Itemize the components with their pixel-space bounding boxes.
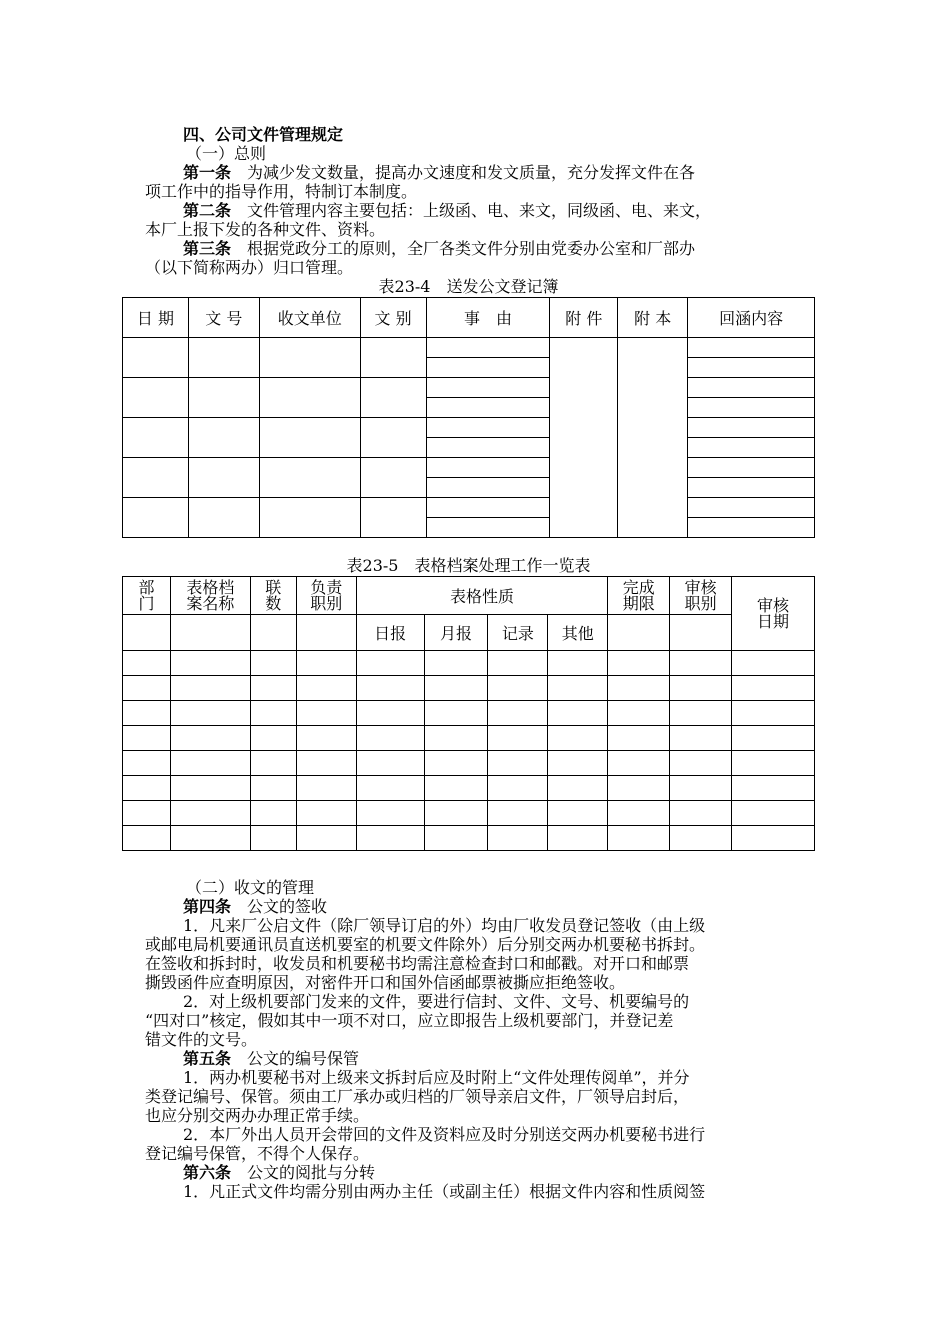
table-row: [123, 826, 815, 851]
col-doc-type: 文 别: [360, 298, 426, 338]
table1-caption: 表23-4 送发公文登记簿: [378, 277, 559, 296]
col-dept-l1: 部: [138, 577, 155, 597]
col-reply: 回涵内容: [688, 298, 815, 338]
article-2: [183, 202, 848, 220]
article-5-title: 公文的编号保管: [247, 1049, 360, 1068]
table-row: [123, 676, 815, 701]
col-monthly: 月报: [424, 615, 488, 651]
col-form-nature: 表格性质: [356, 577, 608, 615]
table-row: [123, 801, 815, 826]
col-deadline-l1: 完成: [622, 577, 655, 597]
col-doc-no: 文 号: [188, 298, 259, 338]
col-deadline-l2: 期限: [622, 593, 655, 613]
article-1-line1: 为减少发文数量，提高办文速度和发文质量，充分发挥文件在各: [247, 163, 696, 182]
table-row: [123, 776, 815, 801]
col-copies-l1: 联: [265, 577, 282, 597]
col-review-role-l1: 审核: [684, 577, 717, 597]
p4-2-line1: 2．对上级机要部门发来的文件，要进行信封、文件、文号、机要编号的: [183, 992, 690, 1011]
p4-1-line2: 或邮电局机要通讯员直送机要室的机要文件除外）后分别交两办机要秘书拆封。: [145, 935, 706, 954]
p5-2-line1: 2．本厂外出人员开会带回的文件及资料应及时分别送交两办机要秘书进行: [183, 1125, 706, 1144]
article-1: [183, 164, 848, 182]
table-row: [123, 458, 815, 478]
table-row: [123, 651, 815, 676]
table-row: [123, 726, 815, 751]
col-responsible-l1: 负责: [310, 577, 343, 597]
table-row: [123, 498, 815, 518]
p5-1-line3: 也应分别交两办办理正常手续。: [145, 1106, 370, 1125]
col-other: 其他: [548, 615, 608, 651]
table-row: [123, 701, 815, 726]
table-row: [123, 378, 815, 398]
col-review-role: [670, 577, 732, 615]
article-1-label: 第一条: [183, 163, 232, 182]
col-record: 记录: [488, 615, 548, 651]
article-3-line1: 根据党政分工的原则，全厂各类文件分别由党委办公室和厂部办: [247, 239, 696, 258]
article-3-line2: （以下简称两办）归口管理。: [145, 258, 354, 277]
article-6: [183, 1164, 848, 1182]
col-attachment: 附 件: [550, 298, 618, 338]
section-general: （一）总则: [186, 144, 267, 163]
col-form-name-l2: 案名称: [186, 593, 235, 613]
p5-1-line1: 1．两办机要秘书对上级来文拆封后应及时附上“文件处理传阅单”，并分: [183, 1068, 690, 1087]
p5-2-line2: 登记编号保管，不得个人保存。: [145, 1144, 370, 1163]
col-dept: [123, 577, 171, 615]
p6-1-line1: 1．凡正式文件均需分别由两办主任（或副主任）根据文件内容和性质阅签: [183, 1182, 706, 1201]
article-3-label: 第三条: [183, 239, 232, 258]
article-6-label: 第六条: [183, 1163, 232, 1182]
table-row: [123, 338, 815, 358]
article-1-line2: 项工作中的指导作用，特制订本制度。: [145, 182, 418, 201]
article-4-title: 公文的签收: [247, 897, 328, 916]
col-dept-l2: 门: [138, 593, 155, 613]
table-send-register: [122, 297, 815, 538]
article-5-label: 第五条: [183, 1049, 232, 1068]
col-copy: 附 本: [618, 298, 688, 338]
col-review-date-l2: 日期: [757, 611, 790, 631]
col-date: 日 期: [123, 298, 189, 338]
section-incoming: （二）收文的管理: [186, 878, 315, 897]
col-review-date-l1: 审核: [757, 595, 790, 615]
article-2-line2: 本厂上报下发的各种文件、资料。: [145, 220, 386, 239]
p4-2-line2: “四对口”核定，假如其中一项不对口，应立即报告上级机要部门，并登记差: [145, 1011, 674, 1030]
col-review-date: [732, 577, 815, 651]
article-2-line1: 文件管理内容主要包括：上级函、电、来文，同级函、电、来文，: [247, 201, 712, 220]
col-receiver: 收文单位: [259, 298, 360, 338]
p4-1-line3: 在签收和拆封时，收发员和机要秘书均需注意检查封口和邮戳。对开口和邮票: [145, 954, 690, 973]
table-row: [123, 418, 815, 438]
article-2-label: 第二条: [183, 201, 232, 220]
col-form-name-l1: 表格档: [186, 577, 235, 597]
col-copies-l2: 数: [265, 593, 282, 613]
table2-caption: 表23-5 表格档案处理工作一览表: [346, 556, 591, 575]
article-6-title: 公文的阅批与分转: [247, 1163, 376, 1182]
table-row: [123, 751, 815, 776]
article-4-label: 第四条: [183, 897, 232, 916]
p4-1-line4: 撕毁函件应查明原因，对密件开口和国外信函邮票被撕应拒绝签收。: [145, 973, 626, 992]
col-review-role-l2: 职别: [684, 593, 717, 613]
p4-2-line3: 错文件的文号。: [145, 1030, 258, 1049]
col-deadline: [608, 577, 670, 615]
article-5: [183, 1050, 848, 1068]
col-responsible: [296, 577, 356, 615]
table-forms-archive: [122, 576, 815, 851]
col-copies: [250, 577, 296, 615]
p5-1-line2: 类登记编号、保管。须由工厂承办或归档的厂领导亲启文件，厂领导启封后，: [145, 1087, 690, 1106]
col-daily: 日报: [356, 615, 424, 651]
article-4: [183, 898, 848, 916]
col-matter: 事 由: [426, 298, 550, 338]
col-responsible-l2: 职别: [310, 593, 343, 613]
col-form-name: [170, 577, 250, 615]
section-heading: 四、公司文件管理规定: [183, 125, 344, 144]
p4-1-line1: 1．凡来厂公启文件（除厂领导订启的外）均由厂收发员登记签收（由上级: [183, 916, 706, 935]
article-3: [183, 240, 848, 258]
